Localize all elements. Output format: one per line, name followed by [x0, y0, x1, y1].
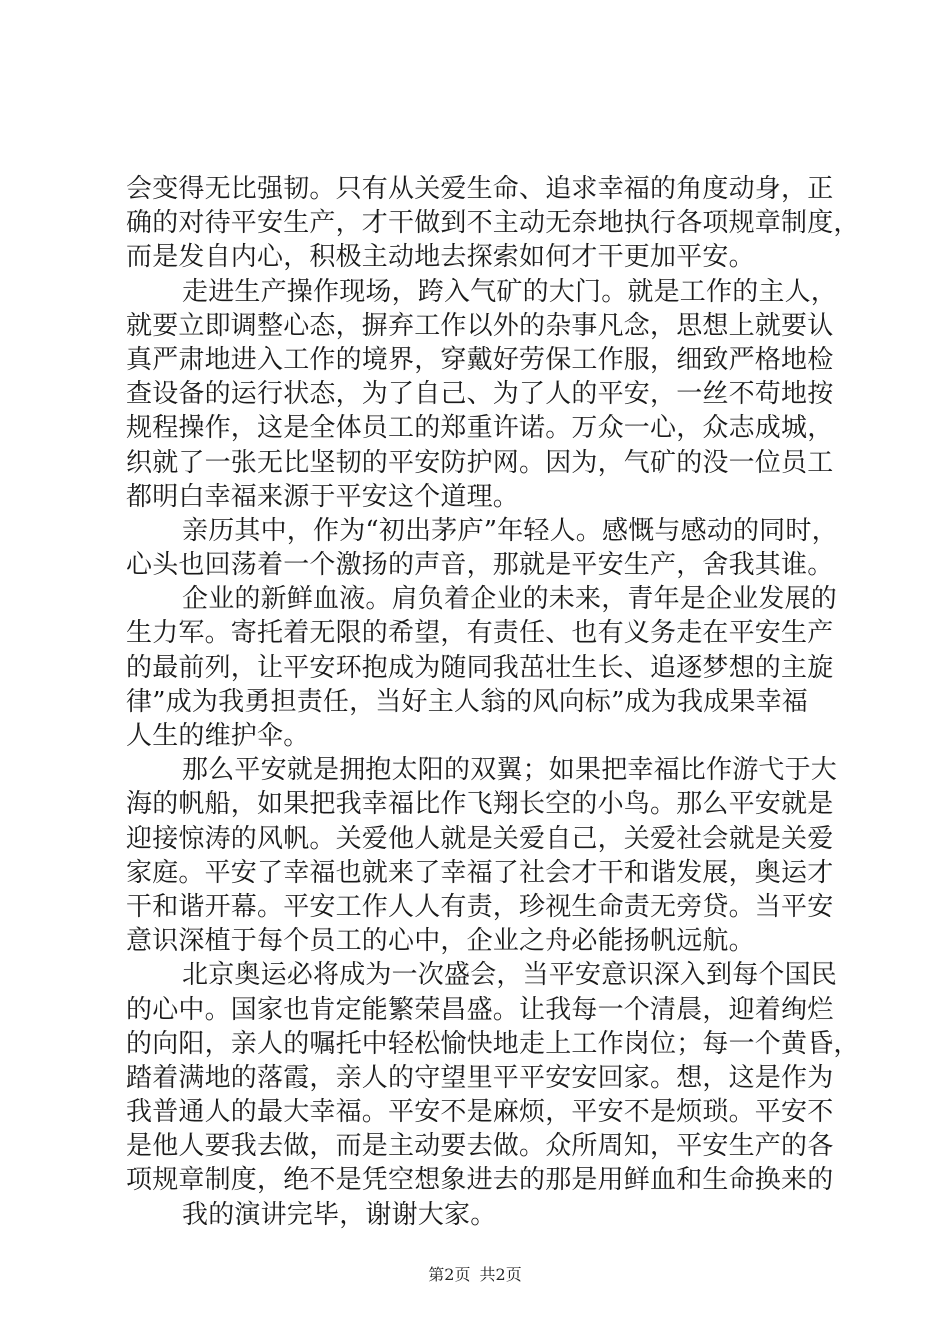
page-footer — [0, 1262, 950, 1285]
text-line: 海的帆船，如果把我幸福比作飞翔长空的小鸟。那么平安就是 — [126, 789, 834, 820]
text-line: 就要立即调整心态，摒弃工作以外的杂事凡念，思想上就要认 — [126, 310, 834, 341]
text-line: 人生的维护伞。 — [126, 721, 310, 751]
text-line: 我的演讲完毕，谢谢大家。 — [182, 1199, 497, 1230]
text-line: 的心中。国家也肯定能繁荣昌盛。让我每一个清晨，迎着绚烂 — [126, 994, 834, 1025]
text-line: 是他人要我去做，而是主动要去做。众所周知，平安生产的各 — [126, 1131, 834, 1162]
text-line: 而是发自内心，积极主动地去探索如何才干更加平安。 — [126, 242, 755, 273]
text-line: 踏着满地的落霞，亲人的守望里平平安安回家。想，这是作为 — [126, 1062, 834, 1093]
text-line: 会变得无比强韧。只有从关爱生命、追求幸福的角度动身，正 — [126, 174, 834, 204]
text-line: 心头也回荡着一个激扬的声音，那就是平安生产，舍我其谁。 — [126, 550, 834, 581]
text-line: 北京奥运必将成为一次盛会，当平安意识深入到每个国民 — [182, 960, 838, 991]
text-line: 亲历其中，作为“初出茅庐”年轻人。感慨与感动的同时， — [182, 515, 838, 546]
text-line: 企业的新鲜血液。肩负着企业的未来，青年是企业发展的 — [182, 584, 838, 615]
text-line: 织就了一张无比坚韧的平安防护网。因为，气矿的没一位员工 — [126, 447, 834, 478]
text-line: 家庭。平安了幸福也就来了幸福了社会才干和谐发展，奥运才 — [126, 857, 834, 888]
page-total: 共2页 — [479, 1265, 522, 1284]
text-line: 那么平安就是拥抱太阳的双翼；如果把幸福比作游弋于大 — [182, 755, 838, 786]
text-line: 的向阳，亲人的嘱托中轻松愉快地走上工作岗位；每一个黄昏， — [126, 1028, 860, 1059]
text-line: 查设备的运行状态，为了自己、为了人的平安，一丝不苟地按 — [126, 379, 834, 410]
text-line: 干和谐开幕。平安工作人人有责，珍视生命责无旁贷。当平安 — [126, 891, 834, 922]
text-line: 走进生产操作现场，跨入气矿的大门。就是工作的主人， — [182, 276, 838, 307]
text-line: 规程操作，这是全体员工的郑重许诺。万众一心，众志成城， — [126, 413, 834, 444]
text-line: 都明白幸福来源于平安这个道理。 — [126, 481, 520, 512]
text-line: 确的对待平安生产，才干做到不主动无奈地执行各项规章制度， — [126, 208, 860, 239]
text-line: 律”成为我勇担责任，当好主人翁的风向标”成为我成果幸福 — [126, 686, 808, 717]
document-body — [126, 172, 860, 1232]
text-line: 迎接惊涛的风帆。关爱他人就是关爱自己，关爱社会就是关爱 — [126, 823, 834, 854]
text-line: 生力军。寄托着无限的希望，有责任、也有义务走在平安生产 — [126, 618, 834, 649]
text-line: 真严肃地进入工作的境界，穿戴好劳保工作服，细致严格地检 — [126, 344, 834, 375]
text-line: 我普通人的最大幸福。平安不是麻烦，平安不是烦琐。平安不 — [126, 1097, 834, 1128]
page-number: 第2页 — [428, 1265, 471, 1284]
text-line: 项规章制度，绝不是凭空想象进去的那是用鲜血和生命换来的 — [126, 1165, 834, 1196]
text-line: 意识深植于每个员工的心中，企业之舟必能扬帆远航。 — [126, 926, 755, 957]
text-line: 的最前列，让平安环抱成为随同我茁壮生长、追逐梦想的主旋 — [126, 652, 834, 683]
